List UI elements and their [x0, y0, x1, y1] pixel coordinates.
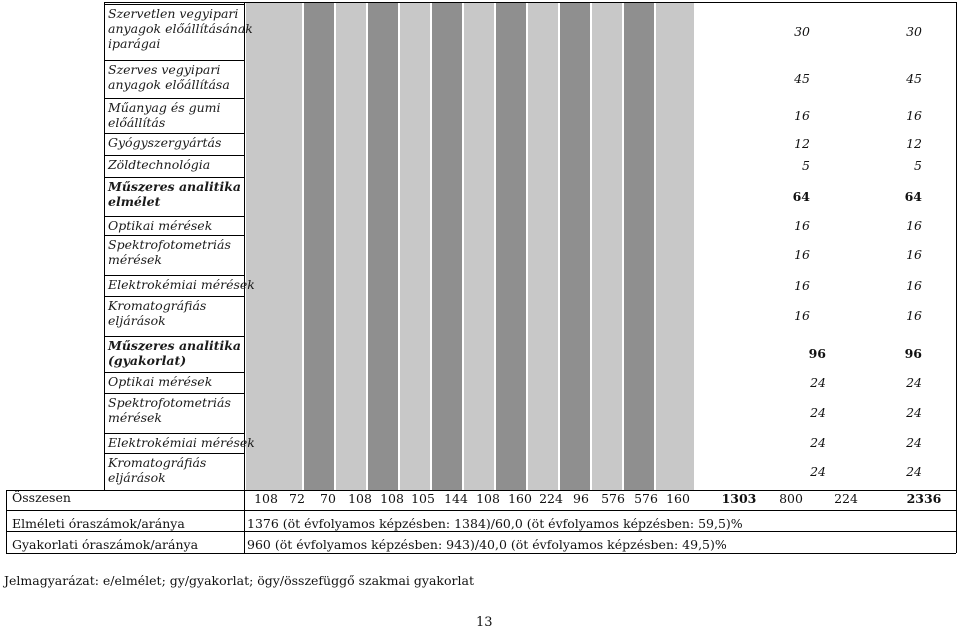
grid-line — [104, 133, 244, 134]
grid-line — [104, 98, 244, 99]
shaded-column — [464, 2, 494, 490]
row-name-line: Szervetlen vegyipari — [108, 6, 239, 21]
row-name — [108, 237, 231, 267]
summary-cell: 576 — [634, 491, 658, 506]
summary-cell: 144 — [444, 491, 468, 506]
grid-line — [104, 433, 244, 434]
row-name-line: Optikai mérések — [108, 374, 213, 389]
row-col1-value: 16 — [794, 217, 810, 233]
grid-line — [956, 490, 957, 553]
row-col1-value: 16 — [794, 247, 810, 262]
summary-cell: 105 — [411, 491, 435, 506]
row-name-line: Kromatográfiás — [108, 298, 207, 313]
row-col1-value: 64 — [792, 188, 810, 204]
summary-label: Összesen — [12, 490, 71, 505]
row-col1-value: 30 — [794, 24, 810, 39]
row-col1-value: 5 — [802, 158, 810, 173]
shaded-column — [560, 2, 590, 490]
grid-line — [6, 531, 956, 532]
row-col1-value: 24 — [810, 435, 826, 450]
summary-cell: 224 — [834, 491, 858, 506]
row-name-line: mérések — [108, 410, 163, 425]
theory-label: Elméleti óraszámok/aránya — [12, 516, 185, 531]
grid-line — [104, 275, 244, 276]
row-name — [108, 338, 241, 368]
row-col2-value: 24 — [906, 435, 922, 450]
shaded-column — [528, 2, 558, 490]
row-col1-value: 16 — [794, 107, 810, 123]
shaded-column — [368, 2, 398, 490]
row-col2-value: 5 — [914, 158, 922, 173]
shaded-column — [246, 2, 302, 490]
summary-cell: 96 — [573, 491, 589, 506]
summary-cell: 108 — [254, 491, 278, 506]
shaded-column — [624, 2, 654, 490]
shaded-column — [432, 2, 462, 490]
grid-line — [104, 2, 956, 3]
row-col1-value: 24 — [810, 405, 826, 420]
row-name — [108, 298, 206, 328]
row-name — [108, 374, 212, 389]
row-col1-value: 24 — [810, 463, 826, 479]
row-name — [108, 455, 206, 485]
summary-cell: 224 — [539, 491, 563, 506]
row-name-line: Műszeres analitika — [108, 338, 242, 353]
row-col2-value: 24 — [906, 374, 922, 390]
row-col2-value: 45 — [906, 71, 922, 86]
row-name-line: mérések — [108, 252, 163, 267]
legend-text: Jelmagyarázat: e/elmélet; gy/gyakorlat; ögy/összefüggő szakmai gyakorlat — [4, 573, 474, 588]
grid-line — [104, 235, 244, 236]
row-name-line: Optikai mérések — [108, 218, 213, 233]
grid-line — [104, 393, 244, 394]
row-col2-value: 16 — [906, 277, 922, 293]
summary-cell: 160 — [508, 491, 532, 506]
summary-cell: 1303 — [721, 491, 757, 506]
grid-line — [104, 296, 244, 297]
grid-line — [104, 177, 244, 178]
row-name — [108, 395, 231, 425]
row-name-line: elmélet — [108, 194, 161, 209]
row-name-line: Műanyag és gumi — [108, 100, 221, 115]
summary-cell: 108 — [476, 491, 500, 506]
summary-cell: 160 — [666, 491, 690, 506]
row-name-line: anyagok előállításának — [108, 21, 253, 36]
row-name-line: Kromatográfiás — [108, 455, 207, 470]
grid-line — [104, 4, 244, 5]
row-col2-value: 24 — [906, 405, 922, 420]
row-col1-value: 16 — [794, 308, 810, 323]
grid-line — [104, 372, 244, 373]
row-name-line: (gyakorlat) — [108, 353, 187, 368]
row-col2-value: 16 — [906, 217, 922, 233]
row-name-line: Zöldtechnológia — [108, 157, 211, 172]
summary-cell: 108 — [348, 491, 372, 506]
row-name — [108, 6, 253, 51]
grid-line — [104, 155, 244, 156]
summary-cell: 2336 — [906, 491, 942, 506]
row-col2-value: 16 — [906, 308, 922, 323]
row-col1-value: 24 — [810, 374, 826, 390]
row-name-line: Gyógyszergyártás — [108, 135, 222, 150]
shaded-column — [496, 2, 526, 490]
row-name — [108, 179, 241, 209]
row-name-line: anyagok előállítása — [108, 77, 230, 92]
grid-line — [104, 2, 105, 490]
row-name — [108, 62, 230, 92]
row-name — [108, 277, 255, 292]
row-name-line: előállítás — [108, 115, 166, 130]
row-name-line: Spektrofotometriás — [108, 237, 231, 252]
shaded-column — [304, 2, 334, 490]
page-number: 13 — [476, 615, 493, 630]
row-name-line: Elektrokémiai mérések — [108, 277, 255, 292]
summary-cell: 576 — [601, 491, 625, 506]
row-col1-value: 12 — [794, 136, 810, 151]
row-name — [108, 157, 210, 172]
row-col2-value: 24 — [906, 463, 922, 479]
shaded-column — [400, 2, 430, 490]
row-name — [108, 435, 255, 450]
practice-label: Gyakorlati óraszámok/aránya — [12, 537, 199, 552]
practice-text: 960 (öt évfolyamos képzésben: 943)/40,0 (öt évfolyamos képzésben: 49,5)% — [247, 537, 727, 552]
grid-line — [244, 2, 245, 490]
row-col2-value: 30 — [906, 24, 922, 39]
row-col2-value: 16 — [906, 107, 922, 123]
summary-cell: 70 — [320, 491, 336, 506]
row-name — [108, 135, 221, 150]
row-name-line: iparágai — [108, 36, 161, 51]
row-col2-value: 64 — [904, 188, 922, 204]
row-name-line: Spektrofotometriás — [108, 395, 231, 410]
row-name-line: Műszeres analitika — [108, 179, 242, 194]
row-col1-value: 45 — [794, 71, 810, 86]
row-col2-value: 12 — [906, 136, 922, 151]
grid-line — [6, 490, 7, 553]
grid-line — [956, 2, 957, 490]
summary-cell: 800 — [779, 491, 803, 506]
theory-text: 1376 (öt évfolyamos képzésben: 1384)/60,0 (öt évfolyamos képzésben: 59,5)% — [247, 516, 743, 531]
row-col2-value: 96 — [904, 346, 922, 361]
row-name-line: eljárások — [108, 313, 166, 328]
shaded-column — [592, 2, 622, 490]
row-name-line: Elektrokémiai mérések — [108, 435, 255, 450]
shaded-column — [336, 2, 366, 490]
grid-line — [104, 336, 244, 337]
grid-line — [104, 216, 244, 217]
grid-line — [244, 490, 245, 553]
row-name — [108, 218, 212, 233]
summary-cell: 72 — [289, 491, 305, 506]
row-name-line: Szerves vegyipari — [108, 62, 221, 77]
grid-line — [6, 553, 956, 554]
row-col1-value: 16 — [794, 277, 810, 293]
grid-line — [104, 453, 244, 454]
row-col1-value: 96 — [808, 346, 826, 361]
grid-line — [6, 510, 956, 511]
row-name-line: eljárások — [108, 470, 166, 485]
shaded-column — [656, 2, 694, 490]
summary-cell: 108 — [380, 491, 404, 506]
grid-line — [104, 60, 244, 61]
row-col2-value: 16 — [906, 247, 922, 262]
row-name — [108, 100, 221, 130]
